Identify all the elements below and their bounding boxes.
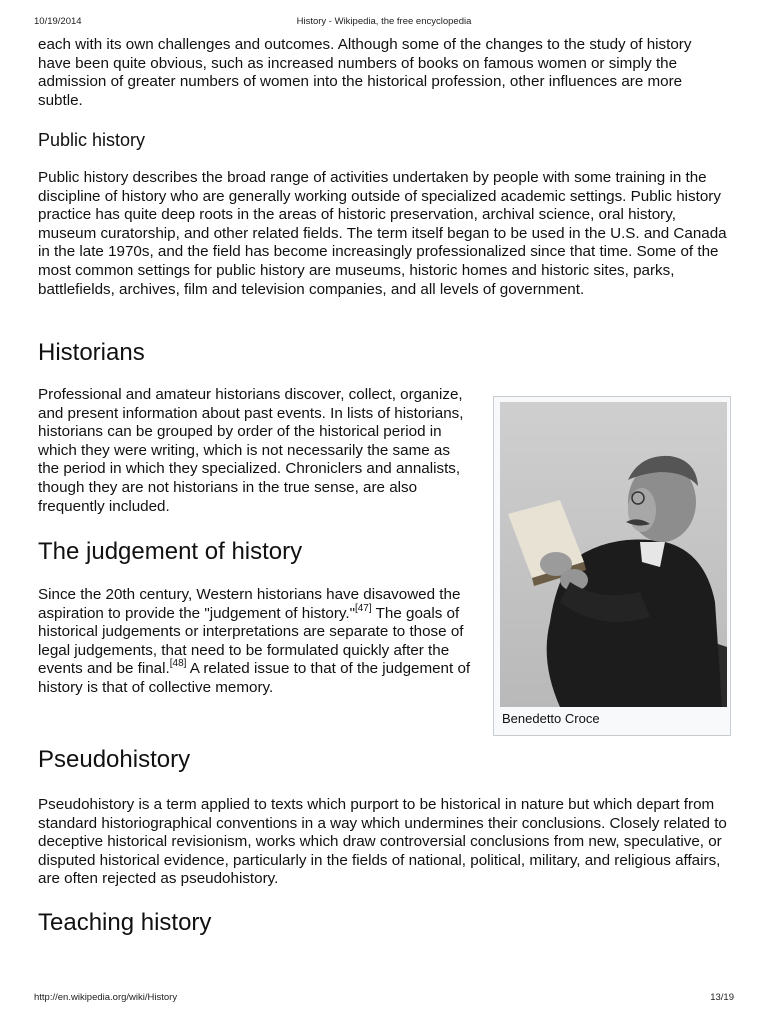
print-footer [34, 992, 734, 1006]
judgement-paragraph [38, 586, 473, 698]
judgement-text-2: The goals of historical judgements or interpretations are separate to those of legal judgements, that need to be formulated quickly after the events and be final. [38, 604, 464, 678]
heading-judgement-of-history: The judgement of history [38, 538, 303, 565]
historians-paragraph: Professional and amateur historians discover, collect, organize, and present information about past events. In lists of historians, historians can be grouped by order of the historical period in which they were writing, which is not necessarily the same as the period in which they specialized. Chroniclers and annalists, though they are not historians in the true sense, are also frequently included. [38, 386, 464, 515]
croce-photo[interactable] [500, 402, 727, 707]
heading-teaching-history: Teaching history [38, 909, 212, 936]
heading-historians: Historians [38, 339, 145, 366]
croce-caption: Benedetto Croce [502, 711, 600, 726]
judgement-text-3: A related issue to that of the judgement of history is that of collective memory. [38, 660, 471, 696]
judgement-text-1: Since the 20th century, Western historians have disavowed the aspiration to provide the "judgement of history." [38, 586, 461, 622]
reference-link-48[interactable]: [48] [169, 658, 187, 670]
pseudohistory-paragraph: Pseudohistory is a term applied to texts which purport to be historical in nature but which depart from standard historiographical conventions in a way which undermines their conclusions. Closely related to deceptive historical revisionism, works which draw controversial conclusions from new, speculative, or disputed historical evidence, particularly in the fields of national, political, military, and religious affairs, are often rejected as pseudohistory. [38, 796, 727, 888]
heading-pseudohistory: Pseudohistory [38, 746, 191, 773]
heading-public-history: Public history [38, 130, 146, 150]
reference-link-47[interactable]: [47] [354, 602, 372, 614]
croce-figure [493, 396, 731, 736]
print-date: 10/19/2014 [34, 16, 82, 27]
public-history-paragraph: Public history describes the broad range of activities undertaken by people with some training in the discipline of history who are generally working outside of specialized academic settings. Public history practice has quite deep roots in the areas of historic preservation, archival science, oral history, museum curatorship, and other related fields. The term itself began to be used in the U.S. and Canada in the late 1970s, and the field has become increasingly professionalized since that time. Some of the most common settings for public history are museums, historic homes and historic sites, parks, battlefields, archives, film and television companies, and all levels of government. [38, 169, 727, 298]
print-header [34, 16, 734, 30]
print-url: http://en.wikipedia.org/wiki/History [34, 992, 178, 1003]
croce-portrait-image [500, 402, 727, 707]
intro-paragraph: each with its own challenges and outcomes. Although some of the changes to the study of history have been quite obvious, such as increased numbers of books on famous women or simply the admission of greater numbers of women into the historical profession, other influences are more subtle. [38, 36, 692, 109]
print-page-title: History - Wikipedia, the free encyclopedia [296, 16, 472, 27]
print-page-number: 13/19 [710, 992, 734, 1003]
